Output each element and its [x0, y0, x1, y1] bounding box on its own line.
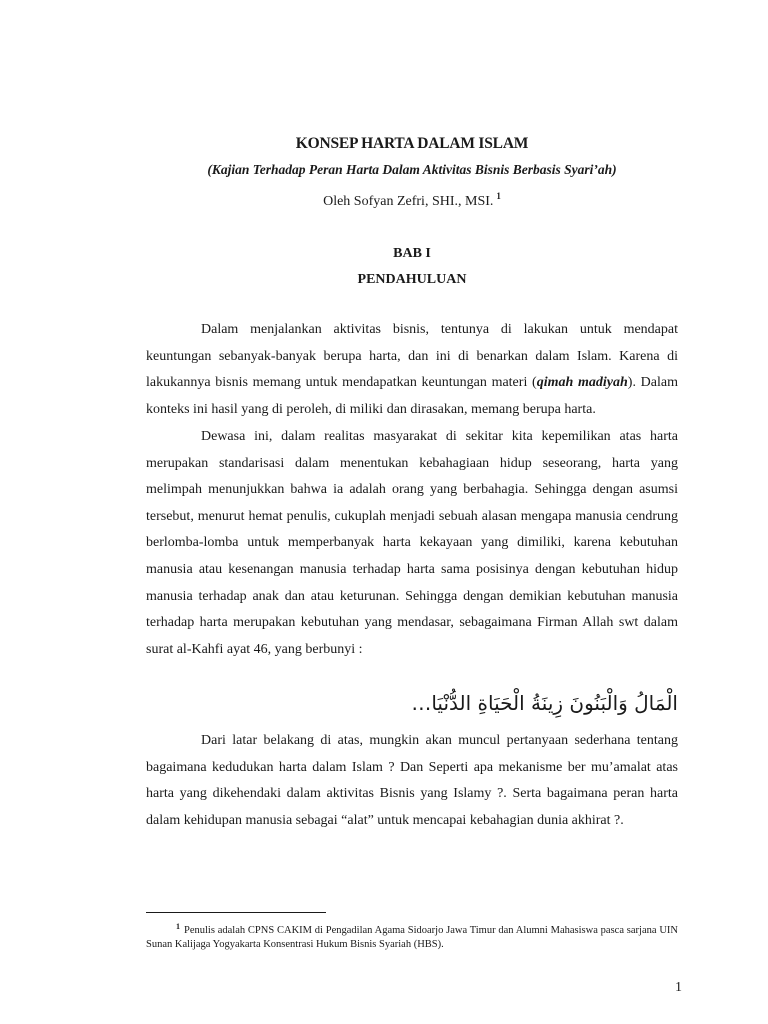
paragraph-2: Dewasa ini, dalam realitas masyarakat di sekitar kita kepemilikan atas harta merupakan standarisasi dalam menentukan kebahagiaan hidup seseorang, harta yang melimpah menunjukkan bahwa ia adalah orang yang berbahagia. Sehingga dengan asumsi tersebut, menurut hemat penulis, cukuplah menjadi sebuah alasan mengapa manusia cendrung berlomba-lomba untuk memperbanyak harta kekayaan yang dimiliki, karena kebutuhan manusia atau kesenangan manusia terhadap harta sama posisinya dengan kebutuhan hidup manusia terhadap anak dan atau keturunan. Sehingga dengan demikian kebutuhan manusia terhadap harta merupakan kebutuhan yang mendasar, sebagaimana Firman Allah swt dalam surat al-Kahfi ayat 46, yang berbunyi :	[146, 429, 678, 657]
author-footnote-ref: 1	[496, 191, 501, 201]
footnote-number: 1	[176, 922, 180, 931]
footnote	[146, 920, 678, 952]
paragraph-1-term: qimah madiyah	[536, 375, 628, 391]
document-title: KONSEP HARTA DALAM ISLAM	[295, 135, 529, 152]
author-name: Oleh Sofyan Zefri, SHI., MSI.	[323, 194, 494, 209]
paragraph-1-start: Dalam menjalankan aktivitas bisnis, tentunya di lakukan untuk mendapat keuntungan sebanyak-banyak berupa harta, dan ini di benarkan dalam Islam. Karena di lakukannya bisnis memang untuk mendapatkan keuntungan materi (	[146, 322, 678, 391]
author-line	[146, 191, 678, 210]
paragraph-3: Dari latar belakang di atas, mungkin akan muncul pertanyaan sederhana tentang bagaimana kedudukan harta dalam Islam ? Dan Seperti apa mekanisme ber mu’amalat atas harta yang dikehendaki dalam aktivitas Bisnis yang Islamy ?. Serta bagaimana peran harta dalam kehidupan manusia sebagai “alat” untuk mencapai kebahagian dunia akhirat ?.	[146, 733, 678, 828]
footnote-text: Penulis adalah CPNS CAKIM di Pengadilan Agama Sidoarjo Jawa Timur dan Alumni Mahasiswa pasca sarjana UIN Sunan Kalijaga Yogyakarta Konsentrasi Hukum Bisnis Syariah (HBS).	[146, 925, 678, 950]
chapter-number: BAB I	[393, 246, 431, 261]
chapter-title: PENDAHULUAN	[357, 272, 467, 287]
document-page	[146, 0, 682, 1024]
body-section-2	[146, 424, 678, 663]
body-section-3	[146, 728, 678, 834]
page-number: 1	[675, 980, 682, 995]
body-section-1	[146, 317, 678, 423]
paragraph-1-end: ). Dalam konteks ini hasil yang di peroleh, di miliki dan dirasakan, memang berupa harta.	[146, 375, 678, 417]
document-subtitle: (Kajian Terhadap Peran Harta Dalam Aktivitas Bisnis Berbasis Syari’ah)	[207, 162, 617, 177]
footnote-divider	[146, 912, 326, 913]
arabic-verse: الْمَالُ وَالْبَنُونَ زِينَةُ الْحَيَاةِ الدُّنْيَا…	[411, 691, 678, 715]
paragraph-1	[146, 317, 678, 423]
